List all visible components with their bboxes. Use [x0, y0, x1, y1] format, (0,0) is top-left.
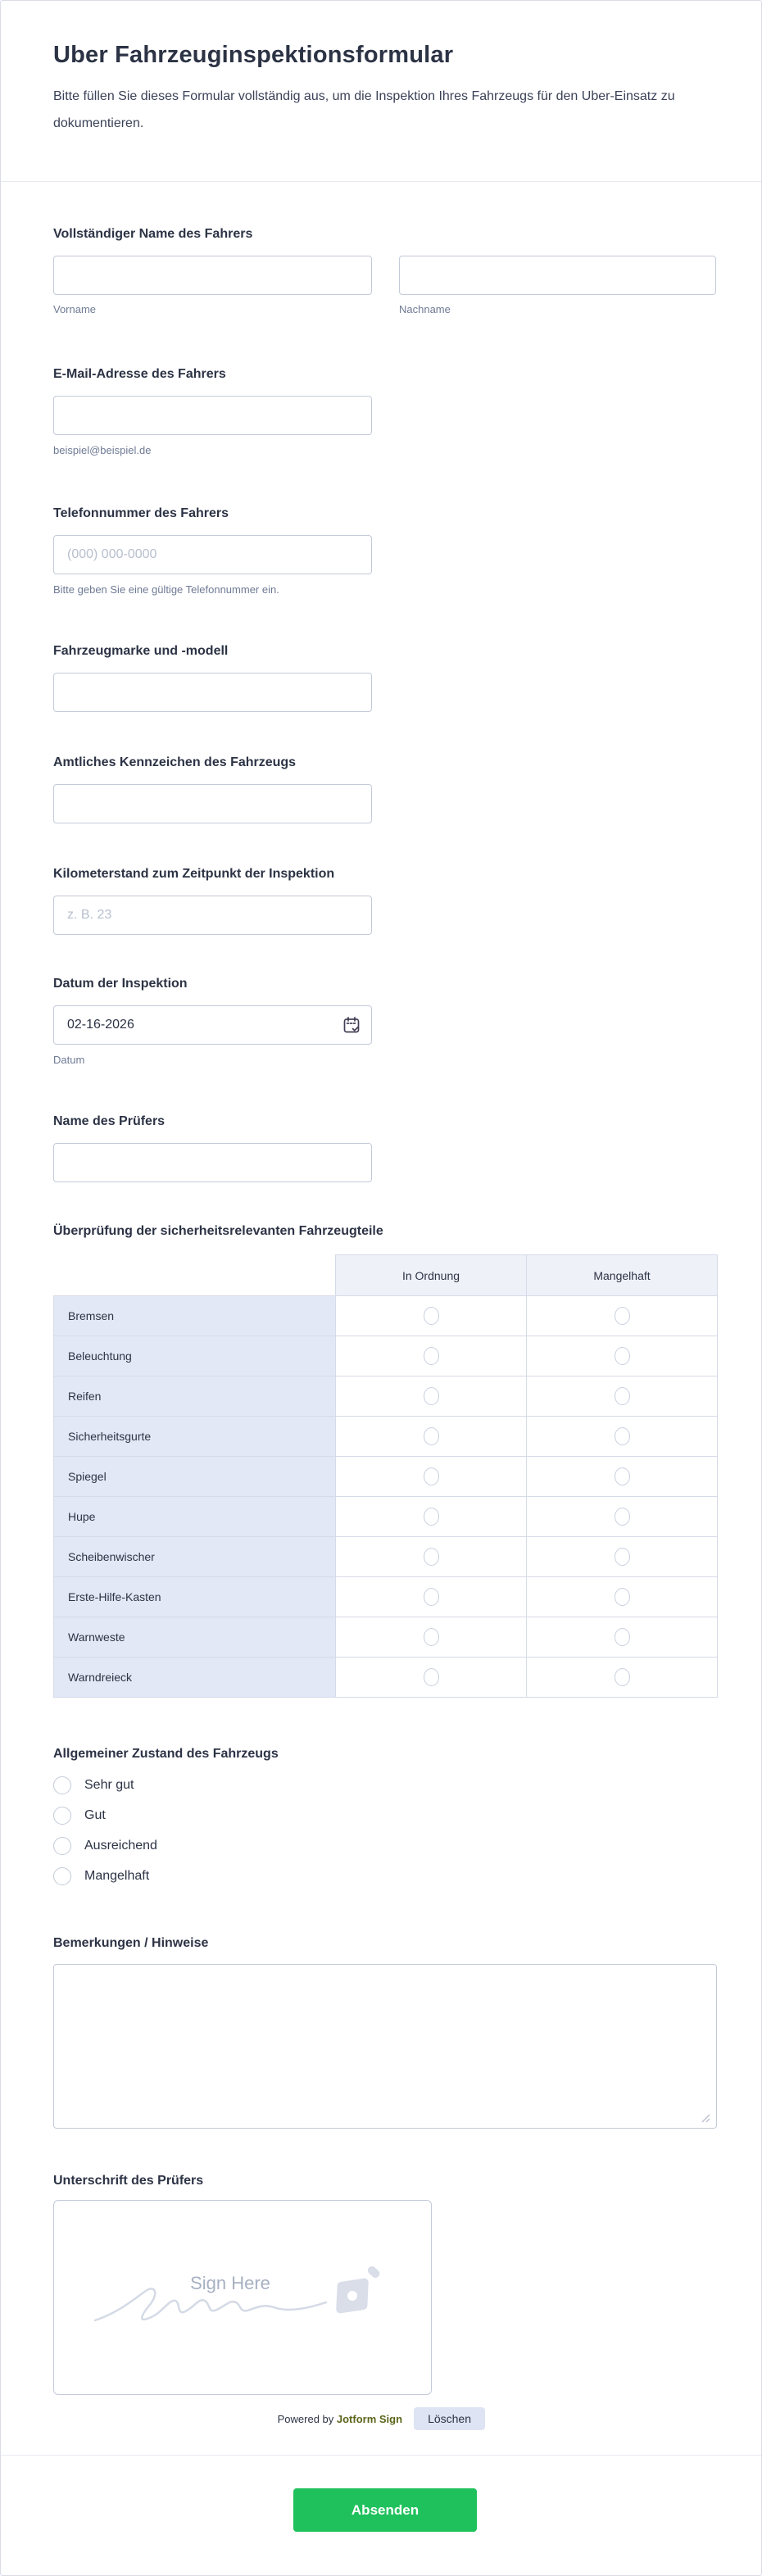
radio-mangelhaft[interactable] — [53, 1867, 71, 1885]
plate-input[interactable] — [53, 784, 372, 823]
signature-squiggle-icon — [87, 2258, 398, 2348]
radio-spiegel-ok[interactable] — [424, 1467, 439, 1485]
signature-clear-button[interactable]: Löschen — [414, 2407, 485, 2430]
condition-option-sehr-gut — [53, 1776, 134, 1795]
field-label-fullname: Vollständiger Name des Fahrers — [53, 227, 253, 241]
signature-footer — [53, 2406, 485, 2431]
jotform-sign-brand: Jotform Sign — [336, 2412, 403, 2425]
row-label: Erste-Hilfe-Kasten — [54, 1577, 336, 1617]
radio-beleuchtung-defect[interactable] — [615, 1347, 630, 1365]
option-label: Ausreichend — [84, 1839, 157, 1853]
powered-by-text: Powered by Jotform Sign — [277, 2412, 403, 2425]
field-label-vehicle: Fahrzeugmarke und -modell — [53, 644, 229, 658]
last-name-sublabel: Nachname — [399, 303, 451, 315]
date-input[interactable] — [53, 1005, 372, 1045]
radio-hupe-ok[interactable] — [424, 1508, 439, 1526]
checklist-label: Überprüfung der sicherheitsrelevanten Fahrzeugteile — [53, 1224, 383, 1238]
header-divider — [1, 181, 762, 182]
remarks-label: Bemerkungen / Hinweise — [53, 1936, 209, 1950]
footer-divider — [1, 2455, 762, 2456]
radio-sicherheitsgurte-defect[interactable] — [615, 1427, 630, 1445]
table-row — [54, 1577, 718, 1617]
option-label: Sehr gut — [84, 1778, 134, 1792]
radio-spiegel-defect[interactable] — [615, 1467, 630, 1485]
radio-warnweste-ok[interactable] — [424, 1628, 439, 1646]
submit-button[interactable]: Absenden — [293, 2488, 477, 2532]
sign-here-text: Sign Here — [190, 2273, 270, 2293]
radio-erstehilfe-ok[interactable] — [424, 1588, 439, 1606]
field-label-date: Datum der Inspektion — [53, 977, 188, 991]
table-row — [54, 1537, 718, 1577]
radio-warnweste-defect[interactable] — [615, 1628, 630, 1646]
radio-bremsen-ok[interactable] — [424, 1307, 439, 1325]
signature-pad[interactable] — [53, 2200, 432, 2395]
field-label-email: E-Mail-Adresse des Fahrers — [53, 367, 226, 381]
checklist-header-ok: In Ordnung — [336, 1255, 527, 1296]
phone-input[interactable] — [53, 535, 372, 574]
checklist-table — [53, 1254, 718, 1698]
vehicle-input[interactable] — [53, 673, 372, 712]
first-name-sublabel: Vorname — [53, 303, 97, 315]
radio-reifen-ok[interactable] — [424, 1387, 439, 1405]
radio-erstehilfe-defect[interactable] — [615, 1588, 630, 1606]
condition-option-mangelhaft — [53, 1866, 149, 1886]
table-row — [54, 1417, 718, 1457]
field-label-phone: Telefonnummer des Fahrers — [53, 506, 229, 520]
page-subtitle: Bitte füllen Sie dieses Formular vollständig aus, um die Inspektion Ihres Fahrzeugs für den Uber-Einsatz zu dokumentieren. — [53, 89, 675, 130]
row-label: Sicherheitsgurte — [54, 1417, 336, 1457]
table-row — [54, 1617, 718, 1658]
date-field — [53, 1005, 372, 1045]
phone-sublabel: Bitte geben Sie eine gültige Telefonnummer ein. — [53, 583, 279, 596]
row-label: Warnweste — [54, 1617, 336, 1658]
table-row — [54, 1296, 718, 1336]
first-name-input[interactable] — [53, 256, 372, 295]
condition-option-gut — [53, 1806, 106, 1825]
condition-label: Allgemeiner Zustand des Fahrzeugs — [53, 1747, 279, 1761]
radio-sehr-gut[interactable] — [53, 1776, 71, 1794]
row-label: Bremsen — [54, 1296, 336, 1336]
radio-warndreieck-defect[interactable] — [615, 1668, 630, 1686]
calendar-icon[interactable] — [342, 1015, 361, 1035]
page-title: Uber Fahrzeuginspektionsformular — [53, 42, 454, 68]
field-label-plate: Amtliches Kennzeichen des Fahrzeugs — [53, 755, 297, 769]
radio-scheibenwischer-defect[interactable] — [615, 1548, 630, 1566]
table-row — [54, 1376, 718, 1417]
row-label: Warndreieck — [54, 1658, 336, 1698]
field-label-inspector: Name des Prüfers — [53, 1114, 166, 1128]
radio-gut[interactable] — [53, 1807, 71, 1825]
table-row — [54, 1336, 718, 1376]
radio-scheibenwischer-ok[interactable] — [424, 1548, 439, 1566]
row-label: Scheibenwischer — [54, 1537, 336, 1577]
checklist-header-row — [54, 1255, 718, 1296]
signature-label: Unterschrift des Prüfers — [53, 2174, 204, 2188]
table-row — [54, 1658, 718, 1698]
row-label: Reifen — [54, 1376, 336, 1417]
condition-option-ausreichend — [53, 1836, 157, 1856]
radio-sicherheitsgurte-ok[interactable] — [424, 1427, 439, 1445]
email-input[interactable] — [53, 396, 372, 435]
remarks-textarea[interactable] — [53, 1964, 717, 2129]
checklist-header-blank — [54, 1255, 336, 1296]
table-row — [54, 1457, 718, 1497]
date-sublabel: Datum — [53, 1054, 85, 1066]
email-sublabel: beispiel@beispiel.de — [53, 444, 152, 456]
radio-beleuchtung-ok[interactable] — [424, 1347, 439, 1365]
last-name-input[interactable] — [399, 256, 716, 295]
row-label: Beleuchtung — [54, 1336, 336, 1376]
option-label: Gut — [84, 1808, 106, 1822]
radio-ausreichend[interactable] — [53, 1837, 71, 1855]
option-label: Mangelhaft — [84, 1869, 150, 1883]
table-row — [54, 1497, 718, 1537]
inspector-input[interactable] — [53, 1143, 372, 1182]
radio-reifen-defect[interactable] — [615, 1387, 630, 1405]
row-label: Hupe — [54, 1497, 336, 1537]
odometer-input[interactable] — [53, 896, 372, 935]
radio-bremsen-defect[interactable] — [615, 1307, 630, 1325]
radio-warndreieck-ok[interactable] — [424, 1668, 439, 1686]
row-label: Spiegel — [54, 1457, 336, 1497]
field-label-odometer: Kilometerstand zum Zeitpunkt der Inspektion — [53, 867, 335, 881]
radio-hupe-defect[interactable] — [615, 1508, 630, 1526]
checklist-header-defect: Mangelhaft — [527, 1255, 718, 1296]
